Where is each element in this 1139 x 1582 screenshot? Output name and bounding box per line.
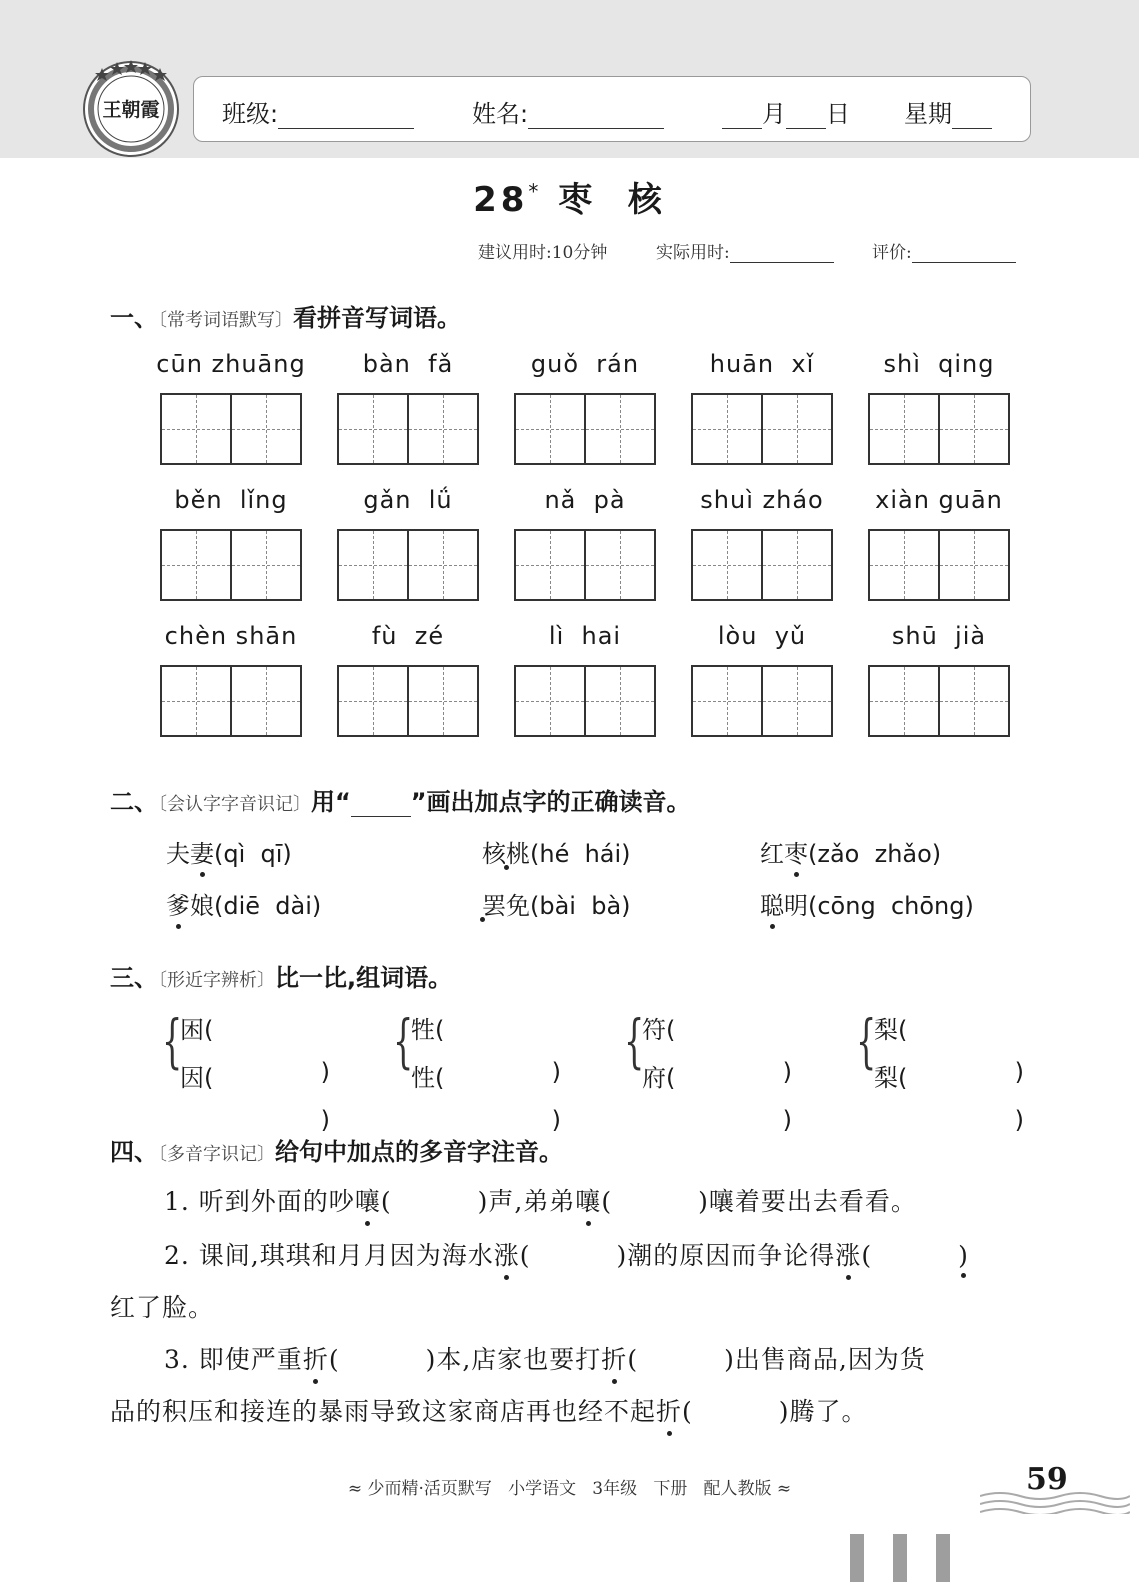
sentence-text: )出售商品,因为货 xyxy=(724,1345,926,1374)
pronunciation-item xyxy=(482,834,631,869)
grid-cell[interactable] xyxy=(516,395,584,463)
dotted-char: 折 xyxy=(656,1392,682,1428)
word-part: 桃 xyxy=(506,840,530,868)
answer-blank[interactable]: ( xyxy=(601,1187,613,1216)
pinyin-label: shì qing xyxy=(883,350,995,378)
pinyin-label: lì hai xyxy=(548,622,622,650)
grid-cell[interactable] xyxy=(938,395,1008,463)
actual-time-field[interactable]: 实际用时: xyxy=(656,238,834,263)
pair-item[interactable] xyxy=(411,1010,561,1086)
dotted-char: 妻 xyxy=(190,834,214,869)
weekday-field[interactable]: 星期 xyxy=(904,94,992,129)
name-field[interactable]: 姓名: xyxy=(472,94,664,129)
grid-cell[interactable] xyxy=(162,395,230,463)
grid-cell[interactable] xyxy=(938,667,1008,735)
suggested-time: 建议用时:10分钟 xyxy=(478,243,608,263)
pair-item[interactable] xyxy=(874,1058,1024,1134)
lesson-title: 28* 枣 核 xyxy=(473,179,666,220)
grid-cell[interactable] xyxy=(339,531,407,599)
close-paren: ) xyxy=(782,1058,792,1086)
grid-cell[interactable] xyxy=(938,531,1008,599)
pinyin-options[interactable]: (zǎo zhǎo) xyxy=(808,840,942,868)
writing-grid[interactable] xyxy=(337,393,479,465)
pinyin-label: fù zé xyxy=(371,622,445,650)
grid-cell[interactable] xyxy=(407,667,477,735)
grid-cell[interactable] xyxy=(162,667,230,735)
pinyin-label: chèn shān xyxy=(164,622,298,650)
word-part: 红 xyxy=(760,840,784,868)
grid-cell[interactable] xyxy=(230,395,300,463)
pronunciation-item xyxy=(166,834,292,869)
writing-grid[interactable] xyxy=(691,529,833,601)
pair-item[interactable] xyxy=(180,1058,330,1134)
answer-blank[interactable]: ( xyxy=(519,1241,531,1270)
pair-char: 梨( xyxy=(874,1064,908,1092)
pair-item[interactable] xyxy=(411,1058,561,1134)
writing-grid[interactable] xyxy=(160,529,302,601)
dotted-char: 涨 xyxy=(494,1236,520,1272)
pinyin-label: huān xǐ xyxy=(709,350,815,378)
char-pair xyxy=(874,1010,1024,1134)
section3-heading: 三、〔形近字辨析〕比一比,组词语。 xyxy=(110,964,453,992)
pinyin-label: xiàn guān xyxy=(875,486,1003,514)
writing-grid[interactable] xyxy=(514,665,656,737)
evaluation-field[interactable]: 评价: xyxy=(872,238,1016,263)
grid-cell[interactable] xyxy=(339,395,407,463)
writing-grid[interactable] xyxy=(691,393,833,465)
grid-cell[interactable] xyxy=(407,531,477,599)
sentence-text: )本,店家也要打 xyxy=(425,1345,602,1374)
close-paren: ) xyxy=(551,1058,561,1086)
pinyin-label: cūn zhuāng xyxy=(156,350,306,378)
brace: { xyxy=(393,1007,414,1075)
answer-blank[interactable]: ( xyxy=(627,1345,639,1374)
grid-cell[interactable] xyxy=(870,667,938,735)
sentence-text: )嚷着要出去看看。 xyxy=(698,1187,917,1216)
pinyin-label: bàn fǎ xyxy=(362,350,454,378)
dotted-char: 爹 xyxy=(166,886,190,921)
dotted-char: 聪 xyxy=(760,886,784,921)
close-paren: ) xyxy=(551,1106,561,1134)
word-part: 明 xyxy=(784,892,808,920)
grid-cell[interactable] xyxy=(693,531,761,599)
sentence-text: 2. 课间,琪琪和月月因为海水 xyxy=(164,1241,494,1270)
word-part: 夫 xyxy=(166,840,190,868)
footer-text: ≈ 少而精·活页默写 小学语文 3年级 下册 配人教版 ≈ xyxy=(347,1479,792,1499)
pair-item[interactable] xyxy=(180,1010,330,1086)
section1-heading: 一、〔常考词语默写〕看拼音写词语。 xyxy=(110,304,461,332)
section4-heading: 四、〔多音字识记〕给句中加点的多音字注音。 xyxy=(110,1138,563,1166)
sentence-line xyxy=(110,1392,868,1428)
footer-waves xyxy=(980,1490,1130,1514)
pinyin-label: shuì zháo xyxy=(700,486,824,514)
grid-cell[interactable] xyxy=(761,395,831,463)
close-paren: ) xyxy=(782,1106,792,1134)
pair-item[interactable] xyxy=(642,1058,792,1134)
writing-grid[interactable] xyxy=(868,529,1010,601)
writing-grid[interactable] xyxy=(868,665,1010,737)
word-part: 娘 xyxy=(190,892,214,920)
pair-char: 性( xyxy=(411,1064,445,1092)
pair-item[interactable] xyxy=(642,1010,792,1086)
grid-cell[interactable] xyxy=(870,395,938,463)
pair-char: 符( xyxy=(642,1016,676,1044)
grid-cell[interactable] xyxy=(693,667,761,735)
pinyin-label: lòu yǔ xyxy=(717,622,807,650)
writing-grid[interactable] xyxy=(514,393,656,465)
grid-cell[interactable] xyxy=(584,395,654,463)
grid-cell[interactable] xyxy=(693,395,761,463)
writing-grid[interactable] xyxy=(868,393,1010,465)
binding-bar xyxy=(850,1534,864,1582)
writing-grid[interactable] xyxy=(514,529,656,601)
answer-blank[interactable]: ( xyxy=(682,1397,693,1426)
sentence-text: 1. 听到外面的吵 xyxy=(164,1187,355,1216)
grid-cell[interactable] xyxy=(761,667,831,735)
pinyin-options[interactable]: (bài bà) xyxy=(530,892,631,920)
grid-cell[interactable] xyxy=(516,531,584,599)
pair-char: 府( xyxy=(642,1064,676,1092)
pinyin-label: shū jià xyxy=(891,622,987,650)
sentence-text: )潮的原因而争论得 xyxy=(616,1241,836,1270)
pinyin-options[interactable]: (cōng chōng) xyxy=(808,892,974,920)
sentence-line xyxy=(164,1340,926,1376)
pronunciation-item xyxy=(166,886,321,921)
char-pair xyxy=(411,1010,561,1134)
dotted-char: 折 xyxy=(601,1340,627,1376)
section2-heading: 二、〔会认字字音识记〕用“ ”画出加点字的正确读音。 xyxy=(110,788,691,816)
binding-bar xyxy=(893,1534,907,1582)
answer-blank[interactable]: ( xyxy=(861,1241,873,1270)
answer-blank[interactable]: ( xyxy=(380,1187,392,1216)
writing-grid[interactable] xyxy=(160,665,302,737)
dotted-char: 嚷 xyxy=(355,1182,381,1218)
close-paren: ) xyxy=(1014,1106,1024,1134)
char-pair xyxy=(642,1010,792,1134)
pair-char: 因( xyxy=(180,1064,214,1092)
pair-item[interactable] xyxy=(874,1010,1024,1086)
writing-grid[interactable] xyxy=(160,393,302,465)
word-part: 罢免 xyxy=(482,892,530,920)
brace: { xyxy=(162,1007,183,1075)
pinyin-options[interactable]: (hé hái) xyxy=(530,840,631,868)
grid-cell[interactable] xyxy=(516,667,584,735)
sentence-line: 红了脸。 xyxy=(110,1293,215,1322)
grid-cell[interactable] xyxy=(584,531,654,599)
grid-cell[interactable] xyxy=(407,395,477,463)
brace: { xyxy=(856,1007,877,1075)
grid-cell[interactable] xyxy=(870,531,938,599)
publisher-logo xyxy=(82,60,180,158)
pinyin-options[interactable]: (diē dài) xyxy=(214,892,322,920)
close-paren: ) xyxy=(320,1106,330,1134)
grid-cell[interactable] xyxy=(761,531,831,599)
writing-grid[interactable] xyxy=(691,665,833,737)
date-field[interactable]: 月 日 xyxy=(722,94,850,129)
sentence-line xyxy=(164,1236,969,1272)
binding-bar xyxy=(936,1534,950,1582)
close-paren: ) xyxy=(320,1058,330,1086)
pinyin-label: guǒ rán xyxy=(530,350,640,378)
sentence-text: )声,弟弟 xyxy=(477,1187,576,1216)
pronunciation-item xyxy=(760,886,974,921)
dotted-char: 涨 xyxy=(835,1236,861,1272)
pinyin-label: nǎ pà xyxy=(544,486,626,514)
sentence-text: )腾了。 xyxy=(778,1397,868,1426)
sentence-text: 3. 即使严重 xyxy=(164,1345,303,1374)
dotted-char: 枣 xyxy=(784,834,808,869)
char-pair xyxy=(180,1010,330,1134)
pinyin-label: gǎn lǘ xyxy=(363,486,453,514)
brace: { xyxy=(624,1007,645,1075)
close-paren: ) xyxy=(1014,1058,1024,1086)
sentence-line xyxy=(164,1182,917,1218)
pair-char: 牲( xyxy=(411,1016,445,1044)
grid-cell[interactable] xyxy=(230,667,300,735)
answer-blank[interactable]: ( xyxy=(328,1345,340,1374)
pinyin-options[interactable]: (qì qī) xyxy=(214,840,292,868)
class-field[interactable]: 班级: xyxy=(222,94,414,129)
pair-char: 困( xyxy=(180,1016,214,1044)
sentence-text: 品的积压和接连的暴雨导致这家商店再也经不起 xyxy=(110,1397,657,1426)
grid-cell[interactable] xyxy=(584,667,654,735)
grid-cell[interactable] xyxy=(230,531,300,599)
pronunciation-item xyxy=(760,834,941,869)
page-number: 59 xyxy=(1026,1462,1068,1497)
writing-grid[interactable] xyxy=(337,529,479,601)
pinyin-label: běn lǐng xyxy=(174,486,288,514)
pair-char: 梨( xyxy=(874,1016,908,1044)
dotted-char: ) xyxy=(958,1241,969,1270)
grid-cell[interactable] xyxy=(162,531,230,599)
dotted-char: 嚷 xyxy=(575,1182,601,1218)
word-part: 核 xyxy=(482,840,506,868)
writing-grid[interactable] xyxy=(337,665,479,737)
logo-text: 王朝霞 xyxy=(102,99,160,121)
grid-cell[interactable] xyxy=(339,667,407,735)
dotted-char: 折 xyxy=(303,1340,329,1376)
pronunciation-item xyxy=(482,886,631,921)
